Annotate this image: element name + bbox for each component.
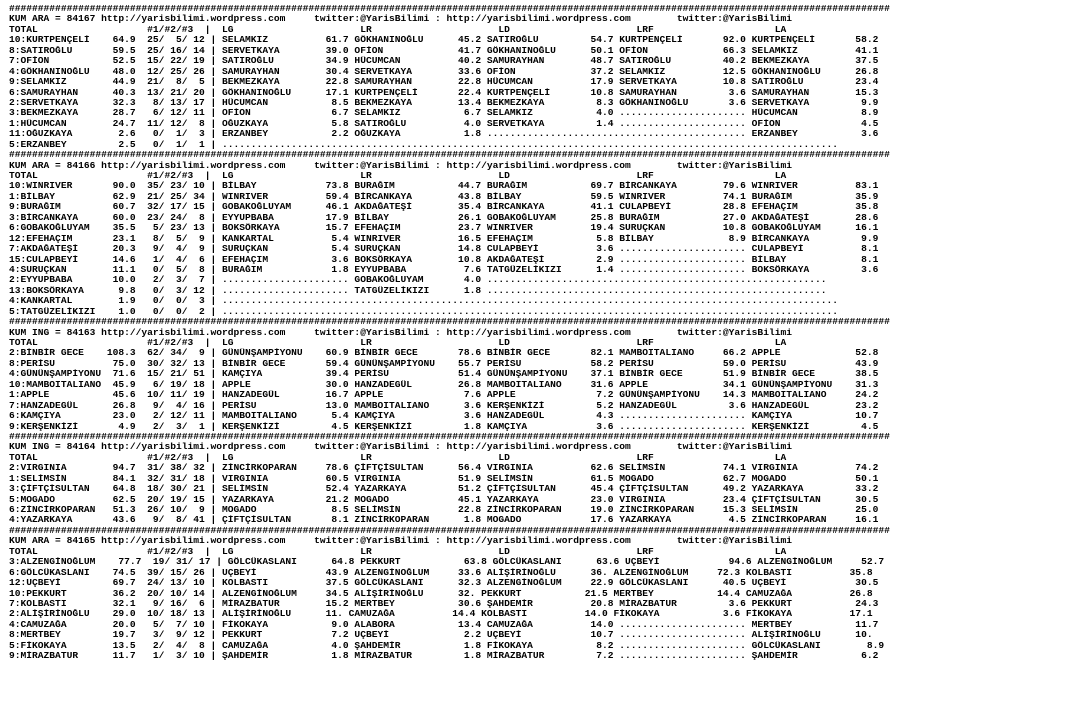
table-row: 10:PEKKURT 36.2 20/ 10/ 14 | ALZENGİNOĞLUM 34.5 ALİŞİRİNOĞLU 32. PEKKURT 21.5 MERTBEY 14.4 CAMUZAĞA 26.8 <box>9 588 873 599</box>
table-row: 1:HÜCUMCAN 24.7 11/ 12/ 8 | OĞUZKAYA 5.8 SATIROĞLU 4.0 SERVETKAYA 1.4 ...................... OFİON 4.5 <box>9 118 879 129</box>
table-row: 15:CULAPBEYİ 14.6 1/ 4/ 6 | EFEHAÇIM 3.6 BOKSÖRKAYA 10.8 AKDAĞATEŞİ 2.9 ...................... BİLBAY 8.1 <box>9 254 879 265</box>
separator-line: ######################################################################################################################################################### <box>9 150 890 161</box>
separator-line: ######################################################################################################################################################### <box>9 431 890 442</box>
table-row: 3:ÇİFTÇİSULTAN 64.8 18/ 30/ 21 | SELİMSİN 52.4 YAZARKAYA 51.2 ÇİFTÇİSULTAN 45.4 ÇİFTÇİSULTAN 49.2 YAZARKAYA 33.2 <box>9 484 879 495</box>
table-row: 2:ALİŞİRİNOĞLU 29.0 10/ 18/ 13 | ALİŞİRİNOĞLU 11. CAMUZAĞA 14.4 KOLBASTI 14.0 FİKOKAYA 3.6 FİKOKAYA 17.1 <box>9 609 873 620</box>
table-row: 11:OĞUZKAYA 2.6 0/ 1/ 3 | ERZANBEY 2.2 OĞUZKAYA 1.8 ............................................. ERZANBEY 3.6 <box>9 129 879 140</box>
column-header: TOTAL #1/#2/#3 | LG LR LD LRF LA <box>9 171 787 181</box>
table-row: 7:HANZADEGÜL 26.8 9/ 4/ 16 | PERİSU 13.0 MAMBOITALIANO 3.6 KERŞENKİZİ 5.2 HANZADEGÜL 3.6 HANZADEGÜL 23.2 <box>9 400 879 411</box>
table-row: 10:MAMBOITALIANO 45.9 6/ 19/ 18 | APPLE 30.0 HANZADEGÜL 26.8 MAMBOITALIANO 31.6 APPLE 34.1 GÜNÜNŞAMPİYONU 31.3 <box>9 379 879 390</box>
table-row: 8:PERİSU 75.0 30/ 32/ 13 | BİNBİR GECE 59.4 GÜNÜNŞAMPİYONU 55.7 PERİSU 58.2 PERİSU 59.0 PERİSU 43.9 <box>9 358 879 369</box>
table-row: 7:OFİON 52.5 15/ 22/ 19 | SATIROĞLU 34.9 HÜCUMCAN 40.2 SAMURAYHAN 48.7 SATIROĞLU 40.2 BEKMEZKAYA 37.5 <box>9 56 879 67</box>
table-row: 12:UÇBEYİ 69.7 24/ 13/ 10 | KOLBASTI 37.5 GÖLCÜKASLANI 32.3 ALZENGİNOĞLUM 22.9 GÖLCÜKASLANI 40.5 UÇBEYİ 30.5 <box>9 578 879 589</box>
table-row: 10:WINRIVER 90.0 35/ 23/ 10 | BİLBAY 73.8 BURAĞIM 44.7 BURAĞIM 69.7 BİRCANKAYA 79.6 WINRIVER 83.1 <box>9 181 879 192</box>
table-row: 2:BİNBİR GECE 108.3 62/ 34/ 9 | GÜNÜNŞAMPİYONU 60.9 BİNBİR GECE 78.6 BİNBİR GECE 82.1 MAMBOITALIANO 66.2 APPLE 52.8 <box>9 348 879 359</box>
table-row: 2:VIRGINIA 94.7 31/ 38/ 32 | ZİNCİRKOPARAN 78.6 ÇİFTÇİSULTAN 56.4 VIRGINIA 62.6 SELİMSİN 74.1 VIRGINIA 74.2 <box>9 463 879 474</box>
table-row: 7:AKDAĞATEŞİ 20.3 9/ 4/ 9 | SURUÇKAN 5.4 SURUÇKAN 14.8 CULAPBEYİ 3.6 ...................... CULAPBEYİ 8.1 <box>9 244 879 255</box>
table-row: 4:KANKARTAL 1.9 0/ 0/ 3 | ........................................................................................................... <box>9 296 839 307</box>
table-row: 9:MİRAZBATUR 11.7 1/ 3/ 10 | ŞAHDEMİR 1.8 MİRAZBATUR 1.8 MİRAZBATUR 7.2 ...................... ŞAHDEMİR 6.2 <box>9 651 879 662</box>
table-row: 1:BİLBAY 62.9 21/ 25/ 34 | WINRIVER 59.4 BİRCANKAYA 43.8 BİLBAY 59.5 WINRIVER 74.1 BURAĞIM 35.9 <box>9 191 879 202</box>
race-header: KUM ING = 84163 http://yarisbilimi.wordpress.com twitter:@YarisBilimi : http://yarisbilimi.wordpress.com twitter:@YarisBilimi <box>9 327 792 338</box>
table-row: 1:SELİMSİN 84.1 32/ 31/ 18 | VIRGINIA 60.5 VIRGINIA 51.9 SELİMSİN 61.5 MOGADO 62.7 MOGADO 50.1 <box>9 473 879 484</box>
column-header: TOTAL #1/#2/#3 | LG LR LD LRF LA <box>9 546 787 557</box>
table-row: 6:ZİNCİRKOPARAN 51.3 26/ 10/ 9 | MOGADO 8.5 SELİMSİN 22.8 ZİNCİRKOPARAN 19.0 ZİNCİRKOPARAN 15.3 SELİMSİN 25.0 <box>9 505 879 515</box>
table-row: 3:ALZENGİNOĞLUM 77.7 19/ 31/ 17 | GÖLCÜKASLANI 64.8 PEKKURT 63.8 GÖLCÜKASLANI 63.6 UÇBEYİ 94.6 ALZENGİNOĞLUM 52.7 <box>9 557 885 568</box>
race-header: KUM ARA = 84167 http://yarisbilimi.wordpress.com twitter:@YarisBilimi : http://yarisbilimi.wordpress.com twitter:@YarisBilimi <box>9 14 792 25</box>
separator-line: ######################################################################################################################################################### <box>9 4 890 14</box>
table-row: 9:KERŞENKİZİ 4.9 2/ 3/ 1 | KERŞENKİZİ 4.5 KERŞENKİZİ 1.8 KAMÇIYA 3.6 ...................... KERŞENKİZİ 4.5 <box>9 421 879 432</box>
separator-line: ######################################################################################################################################################### <box>9 525 890 536</box>
table-row: 1:APPLE 45.6 10/ 11/ 19 | HANZADEGÜL 16.7 APPLE 7.6 APPLE 7.2 GÜNÜNŞAMPİYONU 14.3 MAMBOITALIANO 24.2 <box>9 390 879 401</box>
table-row: 4:SURUÇKAN 11.1 0/ 5/ 8 | BURAĞIM 1.8 EYYUPBABA 7.6 TATGÜZELİKIZI 1.4 ...................... BOKSÖRKAYA 3.6 <box>9 264 879 275</box>
race-header: KUM ARA = 84165 http://yarisbilimi.wordpress.com twitter:@YarisBilimi : http://yarisbilimi.wordpress.com twitter:@YarisBilimi <box>9 536 792 547</box>
column-header: TOTAL #1/#2/#3 | LG LR LD LRF LA <box>9 452 787 463</box>
table-row: 5:FİKOKAYA 13.5 2/ 4/ 8 | CAMUZAĞA 4.0 ŞAHDEMİR 1.8 FİKOKAYA 8.2 ...................... GÖLCÜKASLANI 8.9 <box>9 640 885 651</box>
column-header: TOTAL #1/#2/#3 | LG LR LD LRF LA <box>9 338 787 348</box>
column-header: TOTAL #1/#2/#3 | LG LR LD LRF LA <box>9 24 787 35</box>
table-row: 8:SATIROĞLU 59.5 25/ 16/ 14 | SERVETKAYA 39.0 OFİON 41.7 GÖKHANINOĞLU 50.1 OFİON 66.3 SELAMKIZ 41.1 <box>9 45 879 56</box>
table-row: 4:CAMUZAĞA 20.0 5/ 7/ 10 | FİKOKAYA 9.0 ALABORA 13.4 CAMUZAĞA 14.0 ...................... MERTBEY 11.7 <box>9 619 879 630</box>
table-row: 3:BEKMEZKAYA 28.7 6/ 12/ 11 | OFİON 6.7 SELAMKIZ 6.7 SELAMKIZ 4.0 ...................... HÜCUMCAN 8.9 <box>9 108 879 119</box>
table-row: 6:GÖLCÜKASLANI 74.5 39/ 15/ 26 | UÇBEYİ 43.9 ALZENGİNOĞLUM 33.6 ALİŞİRİNOĞLU 36. ALZENGİNOĞLUM 72.3 KOLBASTI 35.8 <box>9 567 873 578</box>
table-row: 6:SAMURAYHAN 40.3 13/ 21/ 20 | GÖKHANINOĞLU 17.1 KURTPENÇELİ 22.4 KURTPENÇELİ 10.8 SAMURAYHAN 3.6 SAMURAYHAN 15.3 <box>9 87 879 98</box>
table-row: 4:YAZARKAYA 43.6 9/ 8/ 41 | ÇİFTÇİSULTAN 8.1 ZİNCİRKOPARAN 1.8 MOGADO 17.6 YAZARKAYA 4.5 ZİNCİRKOPARAN 16.1 <box>9 515 879 526</box>
table-row: 4:GÖKHANINOĞLU 48.0 12/ 25/ 26 | SAMURAYHAN 30.4 SERVETKAYA 33.6 OFİON 37.2 SELAMKIZ 12.5 GÖKHANINOĞLU 26.8 <box>9 66 879 77</box>
table-row: 7:KOLBASTI 32.1 9/ 16/ 6 | MİRAZBATUR 15.2 MERTBEY 30.6 ŞAHDEMİR 20.8 MİRAZBATUR 3.6 PEKKURT 24.3 <box>9 598 879 609</box>
table-row: 4:GÜNÜNŞAMPİYONU 71.6 15/ 21/ 51 | KAMÇIYA 39.4 PERİSU 51.4 GÜNÜNŞAMPİYONU 37.1 BİNBİR GECE 51.9 BİNBİR GECE 38.5 <box>9 369 879 380</box>
race-header: KUM ARA = 84166 http://yarisbilimi.wordpress.com twitter:@YarisBilimi : http://yarisbilimi.wordpress.com twitter:@YarisBilimi <box>9 160 792 171</box>
table-row: 6:KAMÇIYA 23.0 2/ 12/ 11 | MAMBOITALIANO 5.4 KAMÇIYA 3.6 HANZADEGÜL 4.3 ...................... KAMÇIYA 10.7 <box>9 411 879 422</box>
table-row: 10:KURTPENÇELİ 64.9 25/ 5/ 12 | SELAMKIZ 61.7 GÖKHANINOĞLU 45.2 SATIROĞLU 54.7 KURTPENÇELİ 92.0 KURTPENÇELİ 58.2 <box>9 35 879 46</box>
race-header: KUM ING = 84164 http://yarisbilimi.wordpress.com twitter:@YarisBilimi : http://yarisbilimi.wordpress.com twitter:@YarisBilimi <box>9 442 792 453</box>
table-row: 6:GOBAKOĞLUYAM 35.5 5/ 23/ 13 | BOKSÖRKAYA 15.7 EFEHAÇIM 23.7 WINRIVER 19.4 SURUÇKAN 10.8 GOBAKOĞLUYAM 16.1 <box>9 223 879 234</box>
table-row: 5:TATGÜZELİKIZI 1.0 0/ 0/ 2 | ........................................................................................................... <box>9 306 839 317</box>
table-row: 13:BOKSÖRKAYA 9.8 0/ 3/ 12 | ...................... TATGÜZELİKIZI 1.8 ........................................................... <box>9 285 827 296</box>
table-row: 9:BURAĞIM 60.7 32/ 17/ 15 | GOBAKOĞLUYAM 46.1 AKDAĞATEŞİ 35.4 BİRCANKAYA 41.1 CULAPBEYİ 28.8 EFEHAÇIM 35.8 <box>9 202 879 213</box>
table-row: 2:EYYUPBABA 10.0 2/ 3/ 7 | ...................... GOBAKOĞLUYAM 4.0 ........................................................... <box>9 275 827 286</box>
table-row: 2:SERVETKAYA 32.3 8/ 13/ 17 | HÜCUMCAN 8.5 BEKMEZKAYA 13.4 BEKMEZKAYA 8.3 GÖKHANINOĞLU 3.6 SERVETKAYA 9.9 <box>9 97 879 108</box>
table-row: 8:MERTBEY 19.7 3/ 9/ 12 | PEKKURT 7.2 UÇBEYİ 2.2 UÇBEYİ 10.7 ...................... ALİŞİRİNOĞLU 10. <box>9 630 873 641</box>
table-row: 9:SELAMKIZ 44.9 21/ 8/ 5 | BEKMEZKAYA 22.8 SAMURAYHAN 22.8 HÜCUMCAN 17.9 SERVETKAYA 10.8 SATIROĞLU 23.4 <box>9 77 879 88</box>
table-row: 5:ERZANBEY 2.5 0/ 1/ 1 | ........................................................................................................... <box>9 139 839 150</box>
table-row: 5:MOGADO 62.5 20/ 19/ 15 | YAZARKAYA 21.2 MOGADO 45.1 YAZARKAYA 23.0 VIRGINIA 23.4 ÇİFTÇİSULTAN 30.5 <box>9 494 879 505</box>
table-row: 12:EFEHAÇIM 23.1 8/ 5/ 9 | KANKARTAL 5.4 WINRIVER 16.5 EFEHAÇIM 5.8 BİLBAY 8.9 BİRCANKAYA 9.9 <box>9 233 879 244</box>
separator-line: ######################################################################################################################################################### <box>9 317 890 328</box>
table-row: 3:BİRCANKAYA 60.0 23/ 24/ 8 | EYYUPBABA 17.9 BİLBAY 26.1 GOBAKOĞLUYAM 25.8 BURAĞIM 27.0 AKDAĞATEŞİ 28.6 <box>9 212 879 223</box>
